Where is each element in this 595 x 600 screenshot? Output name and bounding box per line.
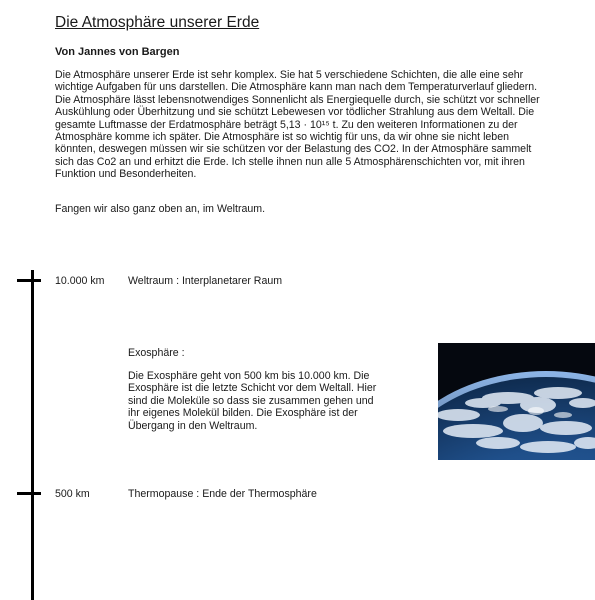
- intro-continuation: Fangen wir also ganz oben an, im Weltraum.: [55, 203, 266, 215]
- altitude-label-500: 500 km: [55, 488, 90, 500]
- layer-label-thermopause: Thermopause : Ende der Thermosphäre: [128, 488, 317, 500]
- altitude-axis: [31, 270, 34, 600]
- altitude-label-10000: 10.000 km: [55, 275, 105, 287]
- intro-paragraph: Die Atmosphäre unserer Erde ist sehr komplex. Sie hat 5 verschiedene Schichten, die alle eine sehr wichtige Aufgaben für uns darstellen. Die Atmosphäre kann man nach dem Temperaturverlauf gliedern. Die Atmosphäre lässt lebensnotwendiges Sonnenlicht als Energiequelle durch, sie schützt vor schneller Auskühlung oder Überhitzung und sie schützt Lebewesen vor tödlicher Strahlung aus dem Weltall. Die gesamte Luftmasse der Erdatmosphäre beträgt 5,13 · 10¹⁵ t. Zu den weiteren Informationen zu der Atmosphäre komme ich später. Die Atmosphäre ist so wichtig für uns, da wir ohne sie nicht leben könnten, deswegen müssen wir sie schützen vor der Belastung des CO2. In der Atmosphäre sammelt sich das Co2 an und erhitzt die Erde. Ich stelle ihnen nun alle 5 Atmosphärenschichten vor, mit ihren Funktion und Besonderheiten.: [55, 69, 540, 181]
- layer-label-weltraum: Weltraum : Interplanetarer Raum: [128, 275, 283, 287]
- exosphere-heading: Exosphäre :: [128, 347, 185, 359]
- earth-from-space-photo: [438, 343, 595, 460]
- author-line: Von Jannes von Bargen: [55, 46, 180, 58]
- altitude-tick-10000: [17, 279, 41, 282]
- altitude-tick-500: [17, 492, 41, 495]
- page-title: Die Atmosphäre unserer Erde: [55, 14, 260, 31]
- exosphere-description: Die Exosphäre geht von 500 km bis 10.000 km. Die Exosphäre ist die letzte Schicht vor dem Weltall. Hier sind die Moleküle so dass sie zusammen gehen und ihr eigenes Molekül bilden. Die Exosphäre ist der Übergang in den Weltraum.: [128, 370, 377, 432]
